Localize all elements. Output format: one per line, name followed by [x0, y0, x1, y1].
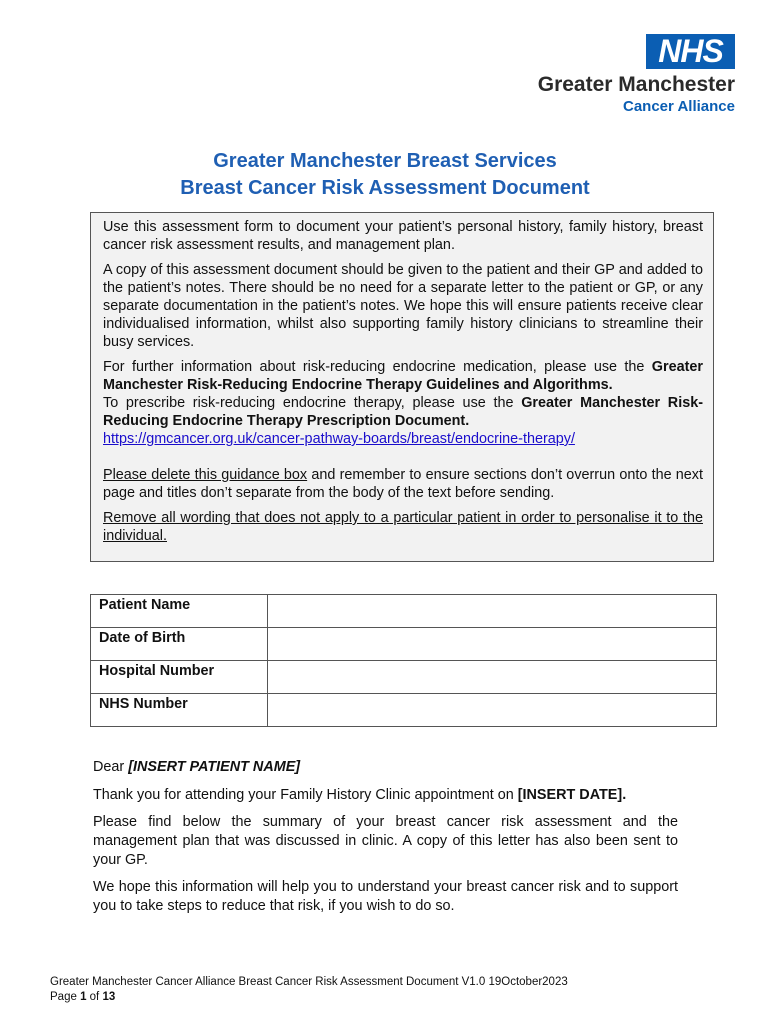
patient-name-field[interactable] — [268, 595, 717, 628]
table-row — [91, 628, 717, 661]
guidance-link-paragraph — [103, 430, 703, 448]
guidance-box — [90, 212, 714, 562]
document-title-line2: Breast Cancer Risk Assessment Document — [180, 177, 590, 199]
guidance-paragraph-prescribe — [103, 394, 703, 430]
guidance-paragraph-copy: A copy of this assessment document should be given to the patient and their GP and added to the patient’s notes. There should be no need for a separate letter to the patient or GP, or any separate documentation in the patient’s notes. We hope this will ensure patients receive clear individualised information, whilst also supporting family history clinicians to streamline their busy services. — [103, 262, 703, 350]
table-row — [91, 595, 717, 628]
guidelines-reference: Greater Manchester Risk-Reducing Endocrine Therapy Guidelines and Algorithms. — [103, 359, 703, 393]
nhs-logo: NHS — [646, 34, 735, 69]
salutation-text: Dear — [93, 759, 129, 775]
table-row — [91, 694, 717, 727]
guidance-paragraph-intro: Use this assessment form to document your patient’s personal history, family history, breast cancer risk assessment results, and management plan. — [103, 219, 703, 253]
remove-wording-note: Remove all wording that does not apply to a particular patient in order to personalise it to the individual. — [103, 510, 703, 544]
endocrine-therapy-link[interactable]: https://gmcancer.org.uk/cancer-pathway-boards/breast/endocrine-therapy/ — [103, 431, 575, 447]
document-title-line1: Greater Manchester Breast Services — [213, 150, 557, 172]
page-current: 1 — [80, 991, 87, 1003]
guidance-paragraph-remove — [103, 509, 703, 545]
patient-name-placeholder: [INSERT PATIENT NAME] — [128, 759, 301, 775]
org-subtitle: Cancer Alliance — [623, 98, 735, 115]
nhs-number-field[interactable] — [268, 694, 717, 727]
letter-thanks — [93, 786, 678, 805]
thanks-text: Thank you for attending your Family History Clinic appointment on — [93, 787, 518, 803]
page-total: 13 — [102, 991, 116, 1003]
guidance-further-info-text: For further information about risk-reducing endocrine medication, please use the — [103, 359, 652, 375]
date-of-birth-label: Date of Birth — [91, 628, 268, 661]
hospital-number-label: Hospital Number — [91, 661, 268, 694]
letter-summary-paragraph: Please find below the summary of your breast cancer risk assessment and the management plan that was discussed in clinic. A copy of this letter has also been sent to your GP. — [93, 814, 678, 868]
footer-document-line: Greater Manchester Cancer Alliance Breast Cancer Risk Assessment Document V1.0 19October2023 — [50, 976, 568, 988]
hospital-number-field[interactable] — [268, 661, 717, 694]
patient-details-table — [90, 594, 717, 727]
patient-name-label: Patient Name — [91, 595, 268, 628]
letter-hope-paragraph: We hope this information will help you to understand your breast cancer risk and to support you to take steps to reduce that risk, if you wish to do so. — [93, 879, 678, 914]
nhs-number-label: NHS Number — [91, 694, 268, 727]
page-footer — [50, 975, 568, 1005]
page-number — [50, 990, 568, 1005]
delete-guidance-note: Please delete this guidance box — [103, 467, 308, 483]
delete-guidance-text: and remember to ensure sections don’t overrun onto the next page and titles don’t separate from the body of the text before sending. — [103, 467, 703, 501]
guidance-paragraph-further-info — [103, 358, 703, 394]
date-of-birth-field[interactable] — [268, 628, 717, 661]
page-of: of — [86, 991, 103, 1003]
letter-salutation — [93, 758, 678, 777]
table-row — [91, 661, 717, 694]
page-prefix: Page — [50, 991, 81, 1003]
org-name: Greater Manchester — [537, 73, 735, 96]
prescription-document-reference: Greater Manchester Risk-Reducing Endocrine Therapy Prescription Document. — [103, 395, 703, 429]
guidance-prescribe-text: To prescribe risk-reducing endocrine therapy, please use the — [103, 395, 522, 411]
date-placeholder: [INSERT DATE]. — [517, 787, 627, 803]
guidance-paragraph-delete — [103, 466, 703, 502]
